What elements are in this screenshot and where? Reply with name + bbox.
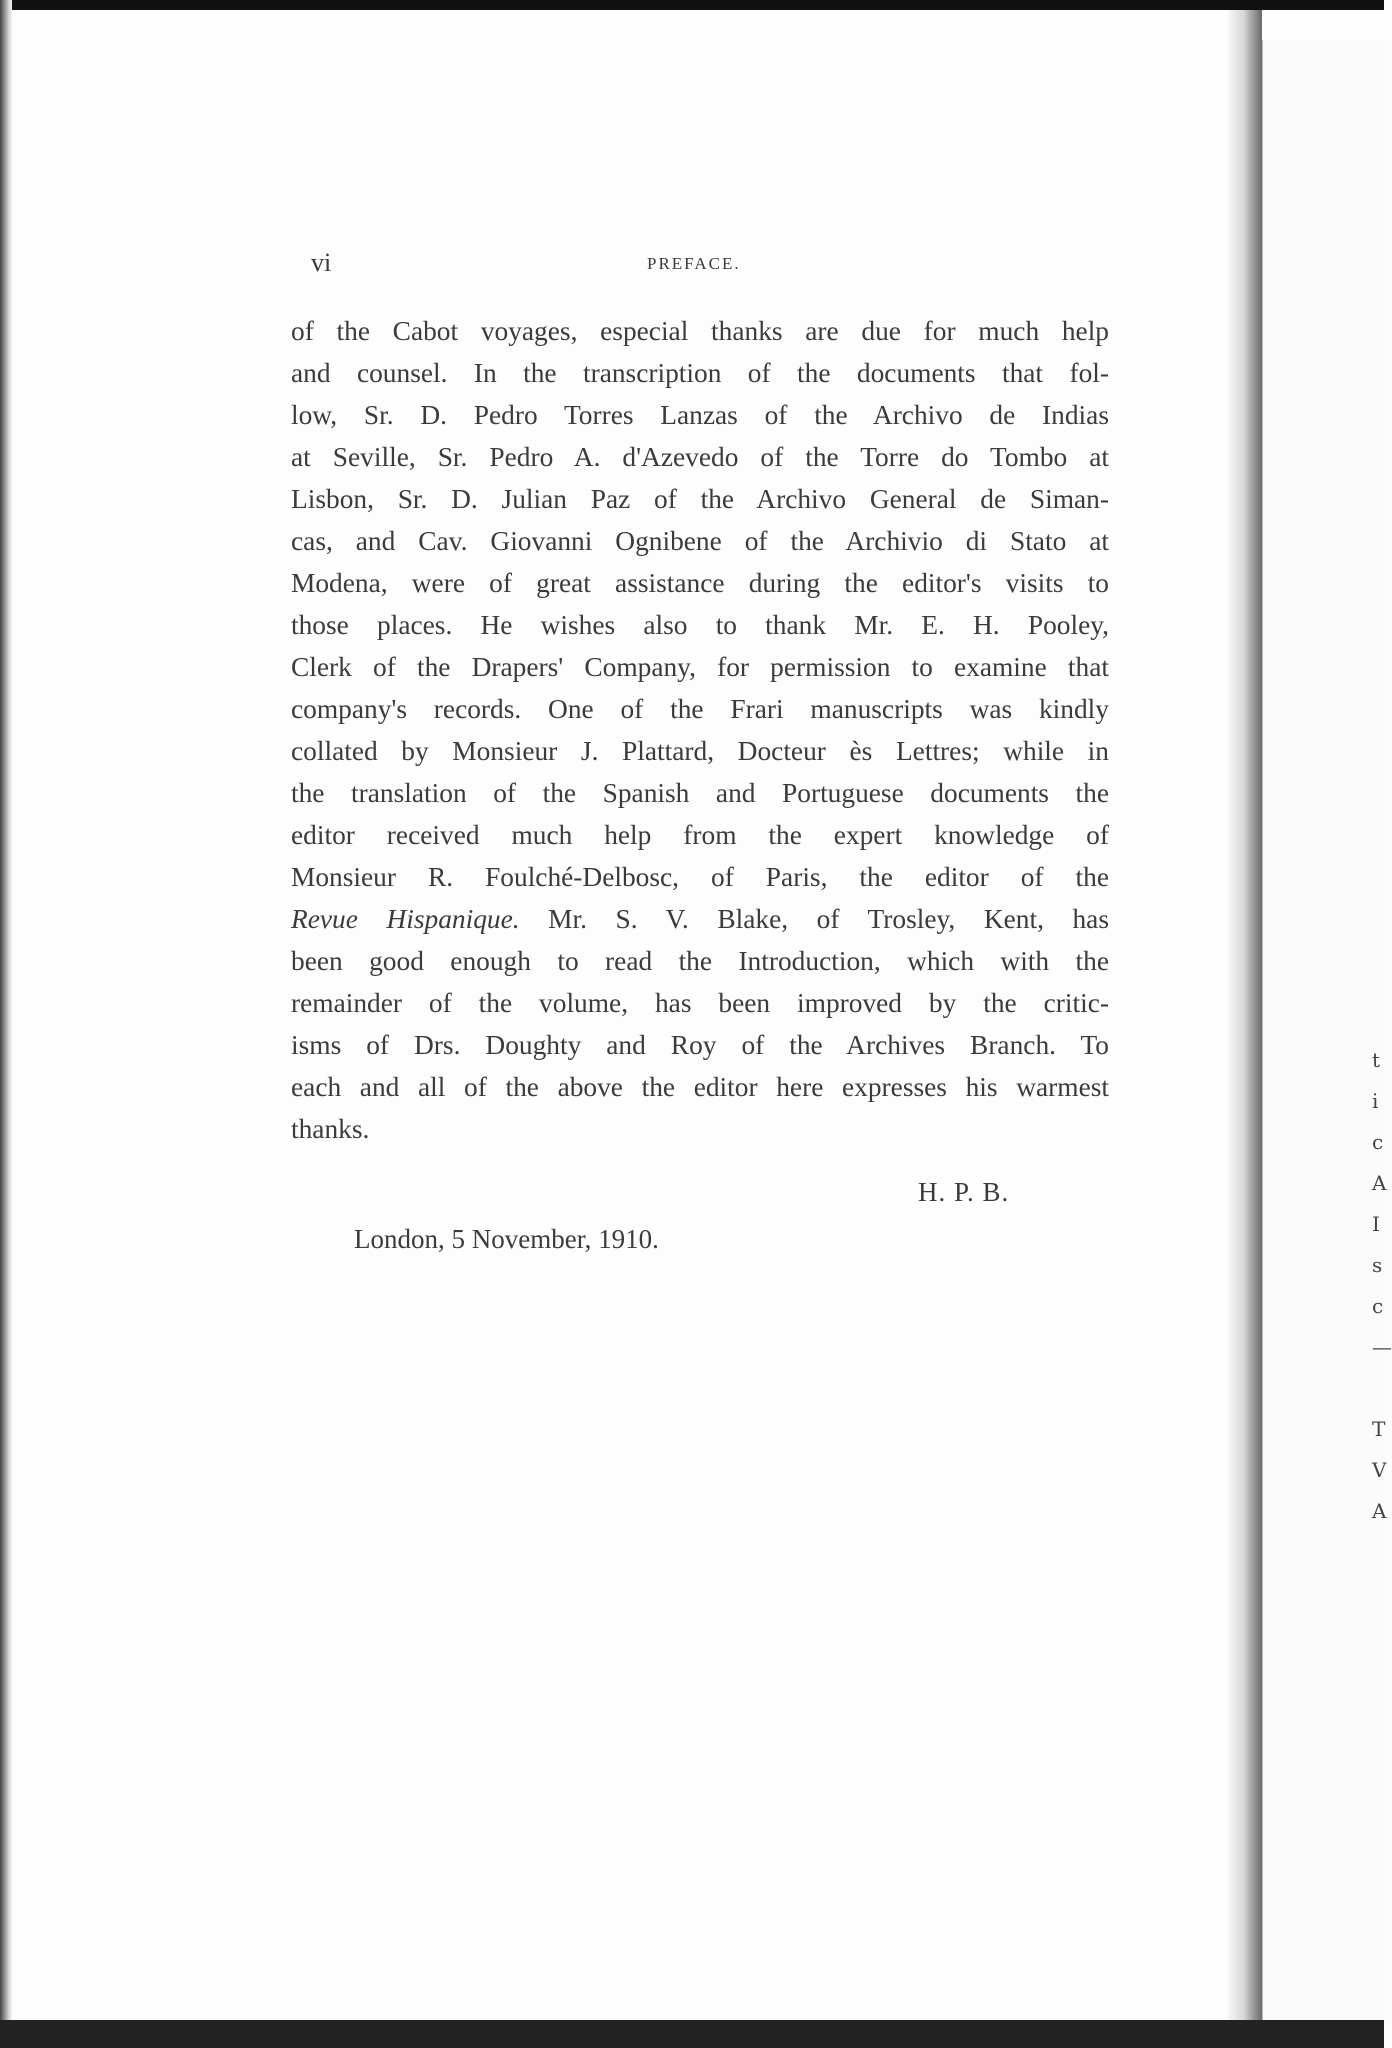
text-line: of the Cabot voyages, especial thanks are due for much help <box>291 316 1109 346</box>
text-line <box>291 898 1109 940</box>
text-line: Lisbon, Sr. D. Julian Paz of the Archivo General de Siman- <box>291 484 1109 514</box>
preface-paragraph <box>291 310 1109 1150</box>
page-number: vi <box>311 248 332 277</box>
text-line-rest: Mr. S. V. Blake, of Trosley, Kent, has <box>519 904 1110 934</box>
place-and-date: London, 5 November, 1910. <box>354 1224 659 1254</box>
facing-page-margin-text: t i c A I s c — T V A <box>1372 1048 1392 1523</box>
scan-left-edge <box>0 0 12 2048</box>
text-line: Clerk of the Drapers' Company, for permission to examine that <box>291 652 1109 682</box>
running-head: PREFACE. <box>647 254 741 273</box>
scan-top-edge <box>0 0 1384 10</box>
text-line: low, Sr. D. Pedro Torres Lanzas of the Archivo de Indias <box>291 400 1109 430</box>
book-spine-shadow <box>1228 10 1262 2022</box>
text-line: remainder of the volume, has been improved by the critic- <box>291 988 1109 1018</box>
text-line: thanks. <box>291 1114 370 1144</box>
text-line: at Seville, Sr. Pedro A. d'Azevedo of the Torre do Tombo at <box>291 442 1109 472</box>
text-line: editor received much help from the expert knowledge of <box>291 820 1109 850</box>
text-line: isms of Drs. Doughty and Roy of the Archives Branch. To <box>291 1030 1109 1060</box>
text-line: collated by Monsieur J. Plattard, Docteur ès Lettres; while in <box>291 736 1109 766</box>
text-line: been good enough to read the Introduction, which with the <box>291 946 1109 976</box>
text-line: the translation of the Spanish and Portuguese documents the <box>291 778 1109 808</box>
text-line: Monsieur R. Foulché-Delbosc, of Paris, the editor of the <box>291 862 1109 892</box>
journal-title: Revue Hispanique. <box>291 904 520 934</box>
scan-bottom-edge <box>0 2020 1384 2048</box>
text-line: company's records. One of the Frari manuscripts was kindly <box>291 694 1109 724</box>
text-line: and counsel. In the transcription of the documents that fol- <box>291 358 1109 388</box>
author-initials: H. P. B. <box>918 1177 1010 1207</box>
text-line: Modena, were of great assistance during the editor's visits to <box>291 568 1109 598</box>
text-line: those places. He wishes also to thank Mr. E. H. Pooley, <box>291 610 1109 640</box>
facing-page <box>1262 40 1392 2022</box>
text-line: cas, and Cav. Giovanni Ognibene of the Archivio di Stato at <box>291 526 1109 556</box>
text-line: each and all of the above the editor here expresses his warmest <box>291 1072 1109 1102</box>
